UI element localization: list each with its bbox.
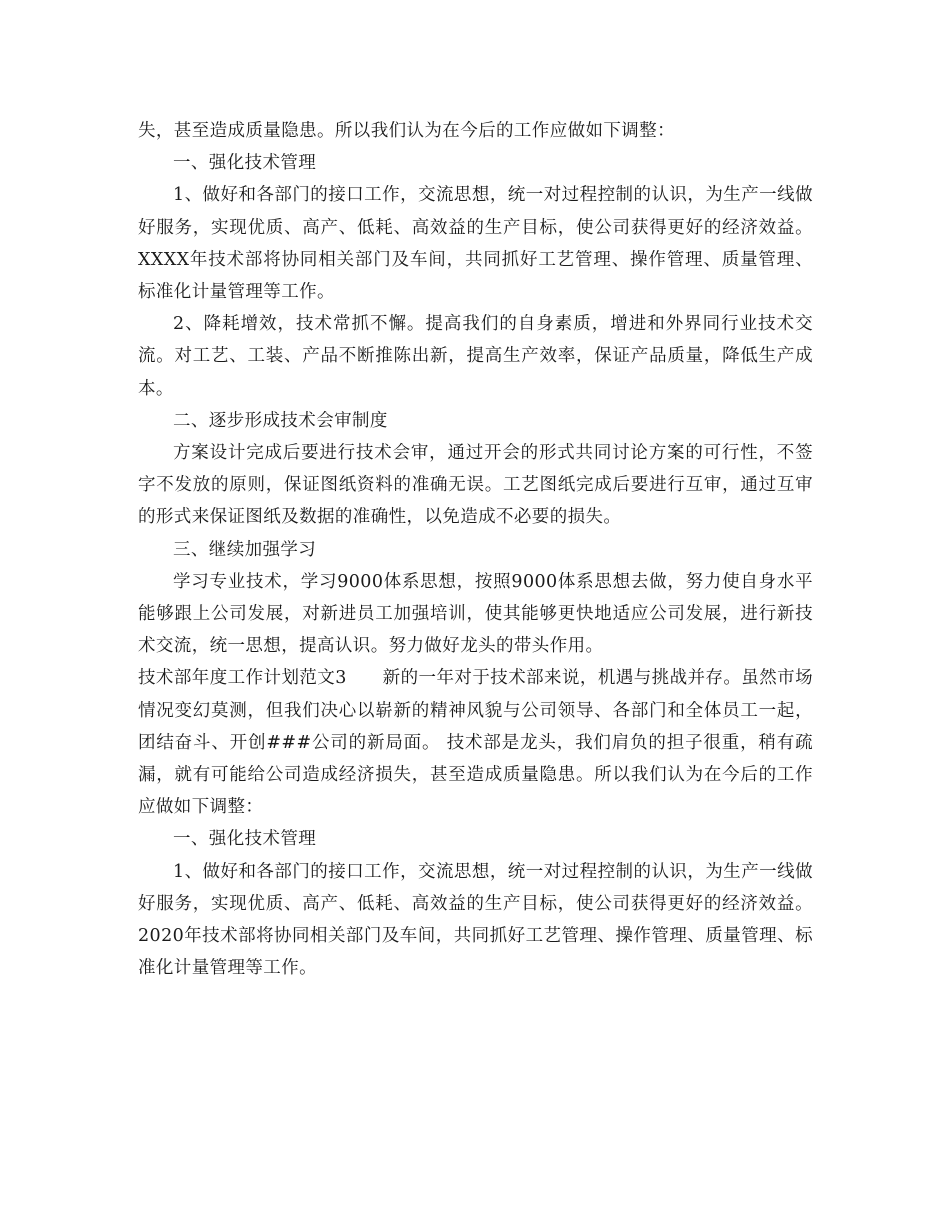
paragraph: 技术部年度工作计划范文3 新的一年对于技术部来说，机遇与挑战并存。虽然市场情况变幻莫测，但我们决心以崭新的精神风貌与公司领导、各部门和全体员工一起，团结奋斗、开创###公司的新局面。 技术部是龙头，我们肩负的担子很重，稍有疏漏，就有可能给公司造成经济损失，甚至造成质量隐患。所以我们认为在今后的工作应做如下调整： bbox=[138, 668, 813, 818]
paragraph: 1、做好和各部门的接口工作，交流思想，统一对过程控制的认识，为生产一线做好服务，实现优质、高产、低耗、高效益的生产目标，使公司获得更好的经济效益。XXXX年技术部将协同相关部门及车间，共同抓好工艺管理、操作管理、质量管理、标准化计量管理等工作。 bbox=[138, 185, 813, 303]
paragraph: 2、降耗增效，技术常抓不懈。提高我们的自身素质，增进和外界同行业技术交流。对工艺、工装、产品不断推陈出新，提高生产效率，保证产品质量，降低生产成本。 bbox=[138, 314, 813, 399]
section-heading: 一、强化技术管理 bbox=[173, 153, 317, 174]
paragraph: 1、做好和各部门的接口工作，交流思想，统一对过程控制的认识，为生产一线做好服务，实现优质、高产、低耗、高效益的生产目标，使公司获得更好的经济效益。2020年技术部将协同相关部门及车间，共同抓好工艺管理、操作管理、质量管理、标准化计量管理等工作。 bbox=[138, 861, 813, 979]
document-body bbox=[138, 115, 813, 984]
paragraph: 失，甚至造成质量隐患。所以我们认为在今后的工作应做如下调整： bbox=[138, 121, 675, 141]
section-heading: 一、强化技术管理 bbox=[173, 829, 317, 850]
section-heading: 三、继续加强学习 bbox=[173, 539, 317, 560]
section-heading: 二、逐步形成技术会审制度 bbox=[173, 410, 388, 431]
paragraph: 方案设计完成后要进行技术会审，通过开会的形式共同讨论方案的可行性，不签字不发放的原则，保证图纸资料的准确无误。工艺图纸完成后要进行互审，通过互审的形式来保证图纸及数据的准确性，以免造成不必要的损失。 bbox=[138, 443, 813, 528]
paragraph: 学习专业技术，学习9000体系思想，按照9000体系思想去做，努力使自身水平能够跟上公司发展，对新进员工加强培训，使其能够更快地适应公司发展，进行新技术交流，统一思想，提高认识。努力做好龙头的带头作用。 bbox=[138, 571, 813, 657]
